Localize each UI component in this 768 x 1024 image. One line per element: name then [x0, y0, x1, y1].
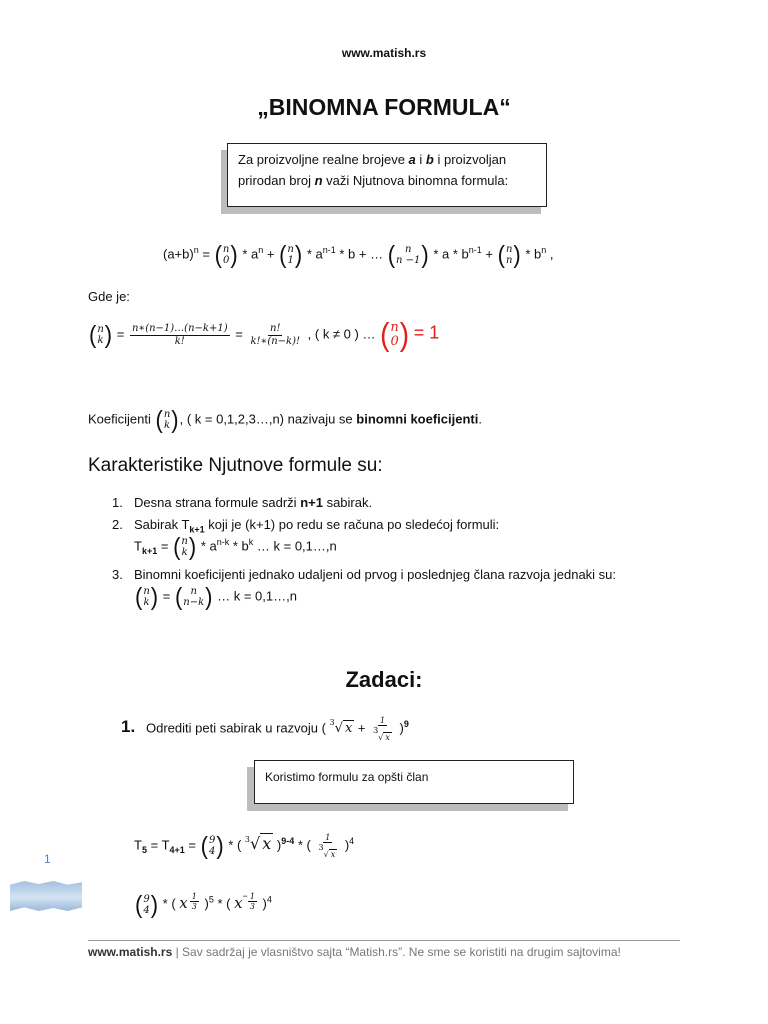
binom-n-0: ( n 0 ) — [214, 240, 238, 269]
intro-text: važi Njutnova binomna formula: — [322, 173, 509, 188]
fraction-one-over-root: $\frac{1}{3√ x}$ — [373, 716, 390, 742]
exponent-minus-one-third: $\frac{1}{3}$ — [249, 892, 255, 911]
binom-n-k: ( n k ) — [135, 582, 159, 611]
intro-text: i — [415, 152, 426, 167]
binom-n-n: ( n n ) — [497, 240, 521, 269]
equals-one: = 1 — [413, 322, 440, 343]
binom-n-1: ( n 1 ) — [279, 240, 303, 269]
cube-root-x: $^3$√ x — [329, 718, 353, 737]
var-b: b — [425, 152, 434, 167]
solution-line-2: ( 9 4 ) * ( x $\frac{1}{3}$ )$^5$ * ( x− $\frac{1}{3}$ )$^4$ — [135, 889, 272, 919]
binomial-coefficient-definition: ( n k ) = $\frac{n∗(n-1)\dots(n-k+1)}{k!}$ = $\frac{n!}{k!∗(n-k)!}$ , ( k ≠ 0 ) … ( n 0 ) = 1 — [89, 316, 440, 353]
binom-n-n-1: ( n n −1 ) — [387, 240, 429, 269]
list-number: 2. — [112, 517, 123, 532]
characteristic-1: Desna strana formule sadrži n+1 sabirak. — [134, 495, 373, 510]
list-number: 3. — [112, 567, 123, 582]
general-term-formula: $T_{k+1}$ = ( n k ) * $a^{n-k} * b^k$ … k = 0,1…,n — [134, 532, 337, 561]
page-corner-decoration — [10, 881, 82, 911]
site-url[interactable]: www.matish.rs — [341, 46, 427, 60]
task-1-text: Odrediti peti sabirak u razvoju ( $^3$√ x + $\frac{1}{3√ x}$ )$^9$ — [146, 716, 409, 742]
characteristic-2: Sabirak $T_{k+1}$ koji je (k+1) po redu se računa po sledećoj formuli: — [134, 517, 500, 535]
page-number: 1 — [44, 852, 51, 866]
footer — [88, 945, 621, 959]
fraction-product: $\frac{n∗(n-1)\dots(n-k+1)}{k!}$ — [131, 322, 228, 347]
hint-text: Koristimo formulu za opšti član — [265, 770, 429, 784]
binom-n-k: ( n k ) — [155, 405, 179, 434]
binom-n-n-minus-k: ( n n−k ) — [174, 582, 213, 611]
footer-divider — [88, 940, 680, 941]
hint-box — [254, 760, 574, 804]
tasks-heading: Zadaci: — [345, 667, 423, 692]
footer-site-link[interactable]: www.matish.rs — [88, 945, 173, 959]
binom-n-k: ( n k ) — [89, 320, 113, 349]
intro-box — [227, 143, 547, 207]
fraction-one-over-root: $\frac{1}{3√ x}$ — [318, 833, 336, 859]
binom-9-4: ( 9 4 ) — [135, 889, 159, 919]
var-n: n — [314, 173, 323, 188]
task-number: 1. — [121, 717, 136, 736]
page-title: „BINOMNA FORMULA“ — [257, 94, 511, 120]
footer-text: | Sav sadržaj je vlasništvo sajta “Matish.rs”. Ne sme se koristiti na drugim sajtovima! — [172, 945, 621, 959]
gde-je-label: Gde je: — [88, 289, 130, 304]
binomial-formula: $(a+b)^n$ = ( n 0 ) * $a^n$ + ( n 1 ) * $a^{n-1}$ * b + … ( n n −1 ) * a * $b^{n-1}$ + ( n n ) * $b^n$ , — [163, 240, 554, 269]
binom-9-4: ( 9 4 ) — [200, 831, 224, 860]
cube-root-x: $^3$√ x — [244, 834, 272, 854]
intro-text: i proizvoljan prirodan broj — [238, 152, 507, 188]
characteristics-heading: Karakteristike Njutnove formule su: — [88, 455, 383, 476]
binom-n-0-red: ( n 0 ) — [380, 316, 410, 353]
exponent-one-third: $\frac{1}{3}$ — [191, 892, 197, 911]
intro-text: Za proizvoljne realne brojeve — [238, 152, 409, 167]
fraction-factorial: $\frac{n!}{k!∗(n-k)!}$ — [250, 322, 301, 347]
characteristic-3: Binomni koeficijenti jednako udaljeni od prvog i poslednjeg člana razvoja jednaki su: — [134, 567, 617, 582]
solution-line-1: $T_5 = T_{4+1}$ = ( 9 4 ) * ( $^3$√ x )$^{9-4}$ * ( $\frac{1}{3√ x}$ )$^4$ — [134, 831, 355, 860]
symmetry-formula: ( n k ) = ( n n−k ) … k = 0,1…,n — [135, 582, 297, 611]
list-number: 1. — [112, 495, 123, 510]
binom-n-k: ( n k ) — [173, 532, 197, 561]
var-a: a — [408, 152, 416, 167]
coefficients-line: Koeficijenti ( n k ) , ( k = 0,1,2,3…,n) nazivaju se binomni koeficijenti. — [88, 405, 482, 434]
